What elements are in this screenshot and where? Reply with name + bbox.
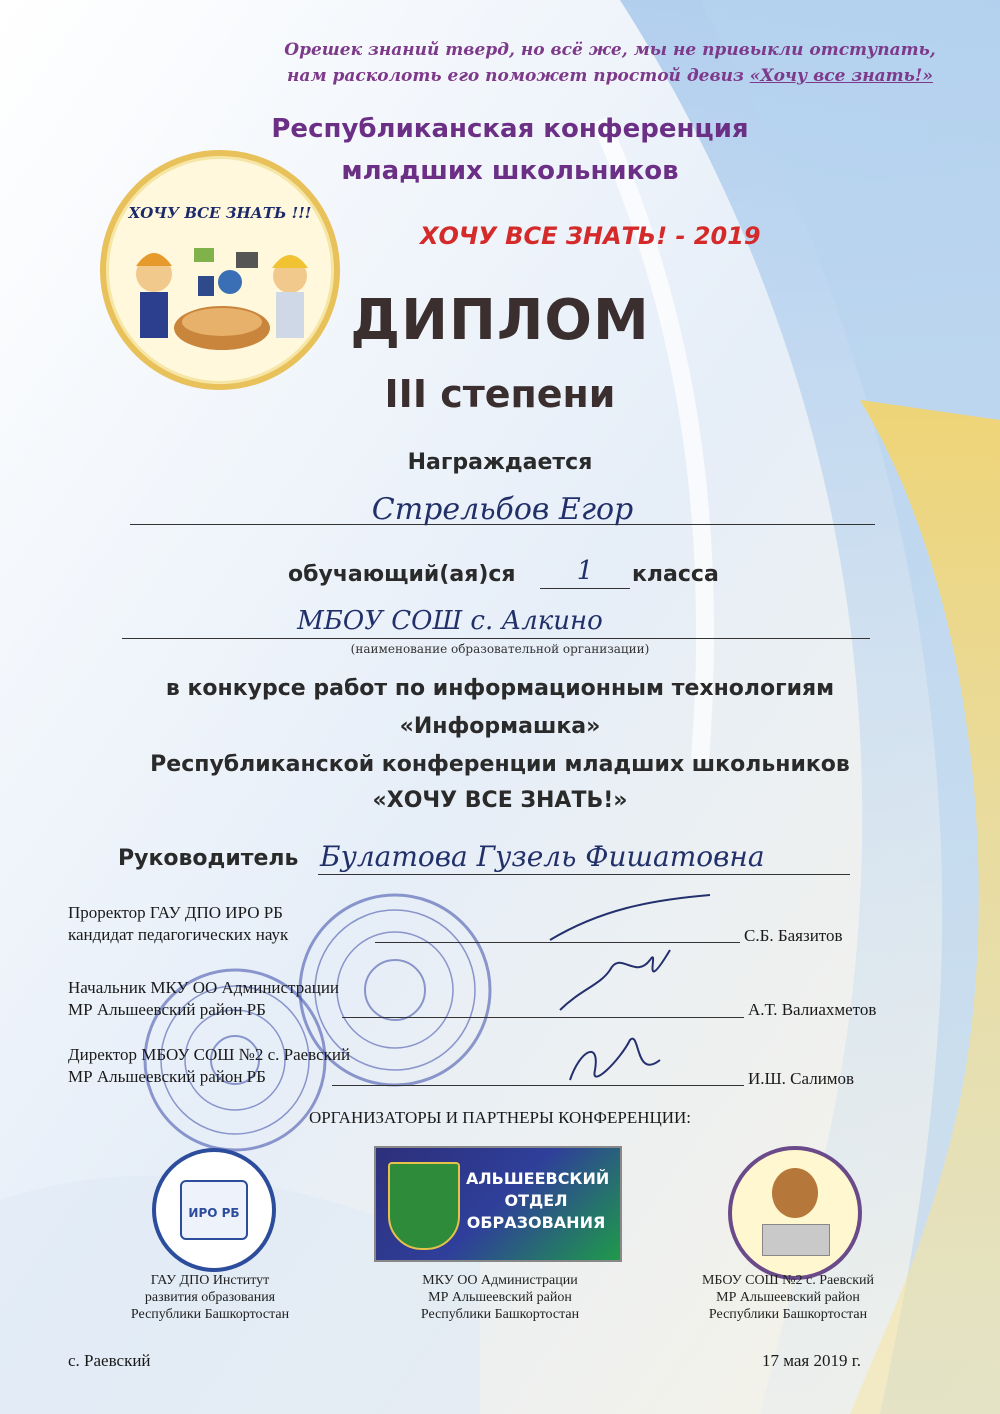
- badge-illustration: [106, 156, 334, 384]
- organizer-3-line3: Республики Башкортостан: [708, 1307, 868, 1322]
- organizer-2-line2: МР Альшеевский район: [428, 1290, 572, 1305]
- organizer-1-line3: Республики Башкортостан: [130, 1307, 290, 1322]
- logo-school-2: [728, 1146, 862, 1280]
- diploma-title: ДИПЛОМ: [350, 288, 650, 353]
- epigraph-line1: Орешек знаний тверд, но всё же, мы не привыкли отступать,: [284, 40, 936, 60]
- signatory-3-title1: Директор МБОУ СОШ №2 с. Раевский: [68, 1045, 351, 1064]
- coat-of-arms-icon: [388, 1162, 460, 1250]
- conference-slogan: ХОЧУ ВСЕ ЗНАТЬ! - 2019: [420, 222, 761, 250]
- organizer-3-line2: МР Альшеевский район: [716, 1290, 860, 1305]
- owl-icon: [772, 1168, 818, 1218]
- handwritten-signatures: [540, 890, 740, 1110]
- epigraph-line2: [240, 64, 980, 88]
- signatory-1: [68, 902, 288, 946]
- signatory-2-title2: МР Альшеевский район РБ: [68, 1000, 266, 1019]
- grade-value: 1: [576, 556, 594, 586]
- logo-iro-text: ИРО РБ: [188, 1206, 240, 1220]
- organizer-1-caption: [100, 1272, 320, 1323]
- grade-prefix: обучающий(ая)ся: [288, 562, 516, 587]
- logo-alsheev-text: АЛЬШЕЕВСКИЙ ОТДЕЛ ОБРАЗОВАНИЯ: [466, 1169, 610, 1232]
- signatory-1-title2: кандидат педагогических наук: [68, 925, 289, 944]
- organizer-1-line2: развития образования: [144, 1290, 276, 1305]
- signatory-2-title1: Начальник МКУ ОО Администрации: [68, 978, 340, 997]
- student-name: Стрельбов Егор: [371, 492, 634, 527]
- conference-title-line2: младших школьников: [341, 156, 679, 186]
- organizer-3-line1: МБОУ СОШ №2 с. Раевский: [701, 1273, 874, 1288]
- diploma-degree: III степени: [384, 372, 616, 416]
- organizer-3-caption: [668, 1272, 908, 1323]
- footer-date: 17 мая 2019 г.: [762, 1351, 862, 1370]
- school-caption: (наименование образовательной организации): [350, 642, 650, 656]
- school-name: МБОУ СОШ с. Алкино: [297, 606, 603, 636]
- supervisor-name: Булатова Гузель Фишатовна: [320, 840, 765, 873]
- signatory-2-name: А.Т. Валиахметов: [748, 1000, 877, 1019]
- epigraph-motto: «Хочу все знать!»: [749, 66, 933, 86]
- signatory-3-name: И.Ш. Салимов: [748, 1069, 855, 1088]
- organizer-2-caption: [380, 1272, 620, 1323]
- epigraph-line2-prefix: нам расколоть его поможет простой девиз: [287, 66, 750, 86]
- organizer-2-line3: Республики Башкортостан: [420, 1307, 580, 1322]
- conference-badge: [100, 150, 340, 390]
- logo-iro-rb: [152, 1148, 276, 1272]
- signatory-1-name: С.Б. Баязитов: [744, 926, 843, 945]
- footer-place: с. Раевский: [68, 1351, 151, 1370]
- signatory-2: [68, 977, 339, 1021]
- organizer-2-line1: МКУ ОО Администрации: [422, 1273, 578, 1288]
- signatory-1-title1: Проректор ГАУ ДПО ИРО РБ: [68, 903, 283, 922]
- logo-alsheev-department: [374, 1146, 622, 1262]
- contest-line3: Республиканской конференции младших школьников: [150, 752, 850, 777]
- organizers-heading: ОРГАНИЗАТОРЫ И ПАРТНЕРЫ КОНФЕРЕНЦИИ:: [308, 1108, 692, 1127]
- signatory-3: [68, 1044, 350, 1088]
- contest-line1: в конкурсе работ по информационным технологиям: [165, 676, 835, 701]
- badge-caption: ХОЧУ ВСЕ ЗНАТЬ !!!: [128, 204, 312, 222]
- grade-suffix: класса: [632, 562, 719, 587]
- school-building-icon: [762, 1224, 830, 1256]
- awarded-label: Награждается: [407, 450, 593, 475]
- supervisor-label: Руководитель: [118, 846, 299, 871]
- contest-line2: «Информашка»: [399, 714, 601, 739]
- signatory-3-title2: МР Альшеевский район РБ: [68, 1067, 266, 1086]
- contest-line4: «ХОЧУ ВСЕ ЗНАТЬ!»: [372, 788, 628, 813]
- conference-title-line1: Республиканская конференция: [271, 114, 749, 144]
- organizer-1-line1: ГАУ ДПО Институт: [150, 1273, 270, 1288]
